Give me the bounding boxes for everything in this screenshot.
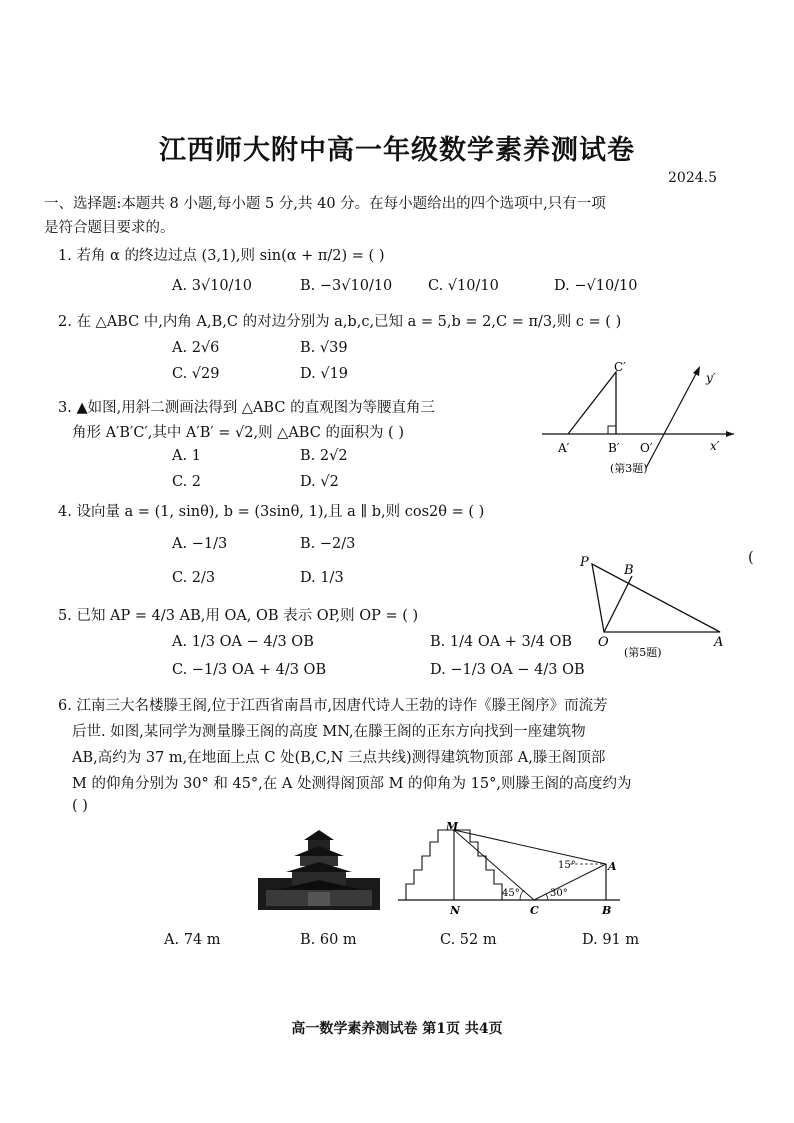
angle-45: 45° <box>502 888 520 899</box>
label-y-prime: y′ <box>706 371 716 385</box>
page-title: 江西师大附中高一年级数学素养测试卷 <box>159 135 635 166</box>
q5-option-b: B. 1/4 OA + 3/4 OB <box>430 634 573 650</box>
label-a: A <box>714 635 724 650</box>
label-c-prime: C′ <box>614 360 626 374</box>
segment-m-a <box>454 830 606 864</box>
y-axis-arrow <box>693 366 700 376</box>
label-m: M <box>446 820 459 833</box>
q6-option-a: A. 74 m <box>164 932 221 948</box>
label-a: A <box>608 860 617 873</box>
question-4-stem: 4. 设向量 a = (1, sinθ), b = (3sinθ, 1),且 a ∥ b,则 cos2θ = ( ) <box>58 504 485 520</box>
label-p: P <box>580 555 589 570</box>
label-o-prime: O′ <box>640 441 653 455</box>
question-5-stem: 5. 已知 AP = 4/3 AB,用 OA, OB 表示 OP,则 OP = ( ) <box>58 608 419 624</box>
question-6-line5: ( ) <box>72 798 88 814</box>
exam-date: 2024.5 <box>668 170 717 186</box>
q6-option-c: C. 52 m <box>440 932 497 948</box>
q3-option-d: D. √2 <box>300 474 339 490</box>
triangle-p-a-o <box>592 564 720 632</box>
label-a-prime: A′ <box>558 441 570 455</box>
triangle-a-b-c <box>568 372 616 434</box>
angle-arc-30 <box>546 894 548 900</box>
segment-o-b <box>604 576 632 632</box>
q2-option-c: C. √29 <box>172 366 220 382</box>
q5-option-d: D. −1/3 OA − 4/3 OB <box>430 662 585 678</box>
question-2-stem: 2. 在 △ABC 中,内角 A,B,C 的对边分别为 a,b,c,已知 a = 5,b = 2,C = π/3,则 c = ( ) <box>58 314 622 330</box>
x-axis-arrow <box>726 431 734 437</box>
label-n: N <box>450 904 461 917</box>
q4-option-c: C. 2/3 <box>172 570 216 586</box>
q4-option-a: A. −1/3 <box>172 536 228 552</box>
pavilion-photo <box>258 828 380 910</box>
right-angle-mark <box>608 426 616 434</box>
question-6-line4: M 的仰角分别为 30° 和 45°,在 A 处测得阁顶部 M 的仰角为 15°,则滕王阁的高度约为 <box>72 776 632 792</box>
q4-option-b: B. −2/3 <box>300 536 356 552</box>
angle-15: 15° <box>558 860 576 871</box>
angle-30: 30° <box>550 888 568 899</box>
q1-option-b: B. −3√10/10 <box>300 278 393 294</box>
q1-option-c: C. √10/10 <box>428 278 499 294</box>
question-6-line1: 6. 江南三大名楼滕王阁,位于江西省南昌市,因唐代诗人王勃的诗作《滕王阁序》而流芳 <box>58 698 608 714</box>
q5-figure <box>576 552 736 660</box>
label-b-prime: B′ <box>608 441 620 455</box>
question-3-stem-line2: 角形 A′B′C′,其中 A′B′ = √2,则 △ABC 的面积为 ( ) <box>72 425 404 441</box>
angle-arc-45 <box>520 890 524 900</box>
section-header-line1: 一、选择题:本题共 8 小题,每小题 5 分,共 40 分。在每小题给出的四个选项中,只有一项 <box>44 196 606 212</box>
label-x-prime: x′ <box>710 439 720 453</box>
section-header-line2: 是符合题目要求的。 <box>44 220 175 236</box>
q3-option-c: C. 2 <box>172 474 202 490</box>
stray-parenthesis: ( <box>748 550 754 566</box>
question-1-stem: 1. 若角 α 的终边过点 (3,1),则 sin(α + π/2) = ( ) <box>58 248 385 264</box>
question-6-line3: AB,高约为 37 m,在地面上点 C 处(B,C,N 三点共线)测得建筑物顶部 A,滕王阁顶部 <box>72 750 606 766</box>
label-b: B <box>602 904 612 917</box>
q5-option-a: A. 1/3 OA − 4/3 OB <box>172 634 314 650</box>
q6-diagram <box>394 820 626 920</box>
segment-m-c <box>454 830 534 900</box>
q1-option-a: A. 3√10/10 <box>172 278 252 294</box>
q5-option-c: C. −1/3 OA + 4/3 OB <box>172 662 327 678</box>
q2-option-a: A. 2√6 <box>172 340 220 356</box>
q6-option-d: D. 91 m <box>582 932 640 948</box>
label-o: O <box>598 635 609 650</box>
q2-option-b: B. √39 <box>300 340 348 356</box>
q3-option-a: A. 1 <box>172 448 201 464</box>
q1-option-d: D. −√10/10 <box>554 278 638 294</box>
q2-option-d: D. √19 <box>300 366 349 382</box>
q3-caption: (第3题) <box>610 462 648 475</box>
question-6-line2: 后世. 如图,某同学为测量滕王阁的高度 MN,在滕王阁的正东方向找到一座建筑物 <box>72 724 586 740</box>
q4-option-d: D. 1/3 <box>300 570 344 586</box>
label-b: B <box>624 563 634 578</box>
label-c: C <box>530 904 539 917</box>
page-footer: 高一数学素养测试卷 第1页 共4页 <box>291 1021 503 1037</box>
q5-caption: (第5题) <box>624 646 662 659</box>
question-3-stem-line1: 3. ▲如图,用斜二测画法得到 △ABC 的直观图为等腰直角三 <box>58 400 436 416</box>
y-axis-line <box>646 370 698 468</box>
q3-figure <box>538 360 738 480</box>
q3-option-b: B. 2√2 <box>300 448 348 464</box>
q6-option-b: B. 60 m <box>300 932 357 948</box>
